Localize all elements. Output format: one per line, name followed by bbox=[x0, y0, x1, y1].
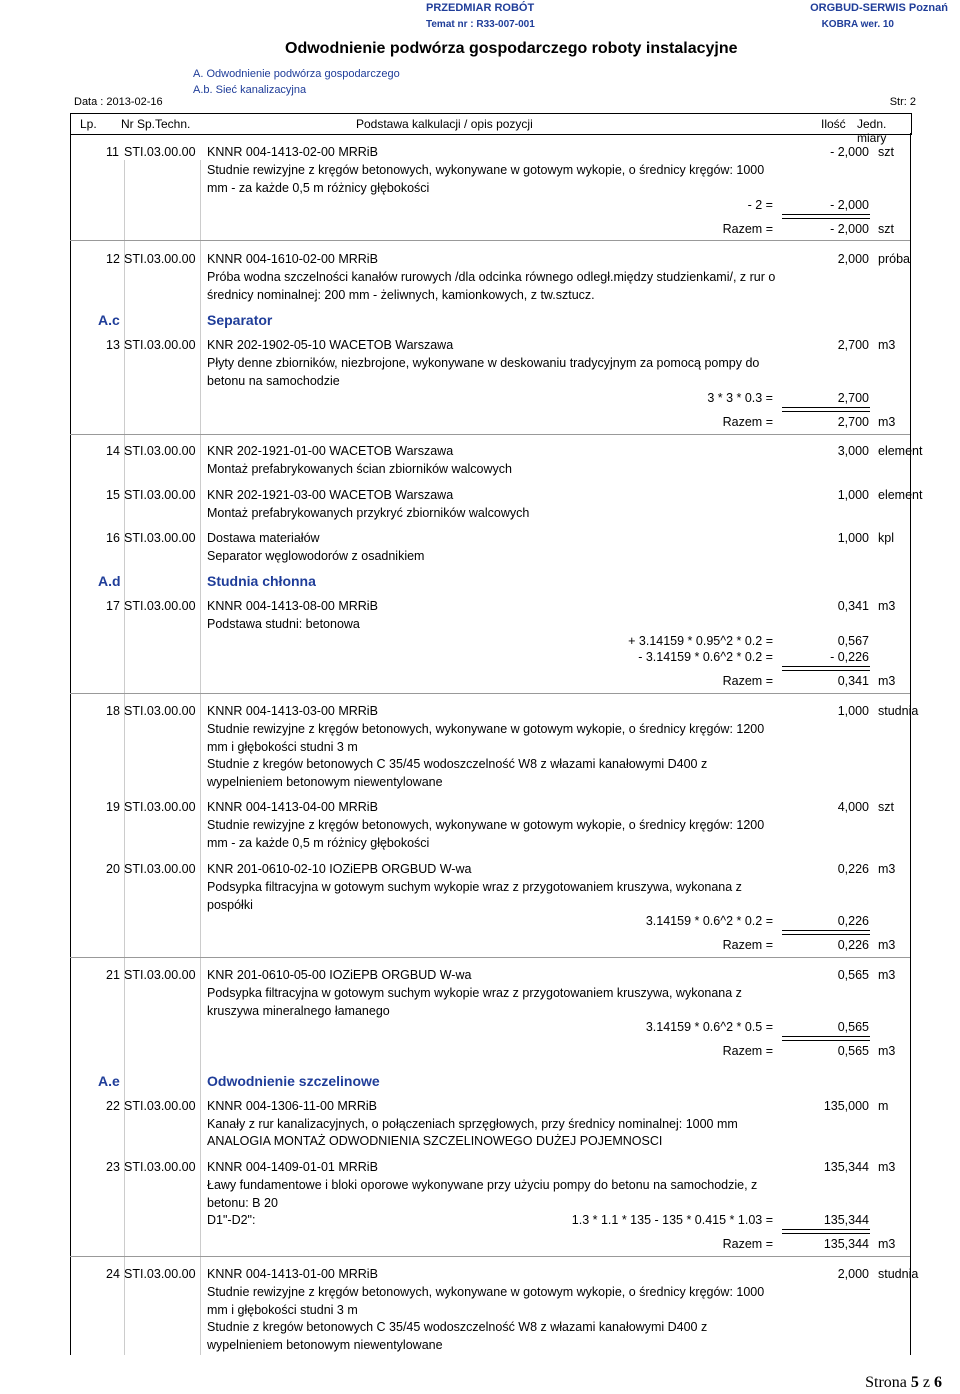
row-code: Dostawa materiałów bbox=[207, 531, 320, 545]
row-lp: 11 bbox=[106, 145, 119, 159]
row-desc: Kanały z rur kanalizacyjnych, o połączeniach sprzęgłowych, przy średnicy nominalnej: 1000 mm bbox=[207, 1117, 738, 1131]
row-sum-label: Razem = bbox=[722, 415, 773, 429]
row-code: KNR 201-0610-05-00 IOZiEPB ORGBUD W-wa bbox=[207, 968, 472, 982]
row-code: KNNR 004-1409-01-01 MRRiB bbox=[207, 1160, 378, 1174]
row-unit: m3 bbox=[878, 599, 896, 613]
row-lp: 16 bbox=[106, 531, 120, 545]
row-qty: 1,000 bbox=[837, 704, 869, 718]
row-qty: 2,700 bbox=[837, 338, 869, 352]
row-calc: + 3.14159 * 0.95^2 * 0.2 = bbox=[628, 634, 773, 648]
row-desc: Studnie rewizyjne z kręgów betonowych, wykonywane w gotowym wykopie, o średnicy kręgów: 1200 bbox=[207, 722, 765, 736]
row-lp: 20 bbox=[106, 862, 120, 876]
row-lp: 23 bbox=[106, 1160, 120, 1174]
row-separator bbox=[70, 693, 910, 694]
row-lp: 22 bbox=[106, 1099, 120, 1113]
row-sum-unit: m3 bbox=[878, 1044, 896, 1058]
row-qty: 1,000 bbox=[837, 488, 869, 502]
row-lp: 12 bbox=[106, 252, 120, 266]
row-qty: 135,344 bbox=[823, 1160, 869, 1174]
row-desc: Studnie z kregów betonowych C 35/45 wodoszczelność W8 z włazami kanałowymi D400 z bbox=[207, 757, 708, 771]
row-sum-unit: szt bbox=[878, 222, 894, 236]
sum-rule bbox=[782, 407, 870, 412]
row-lp: 21 bbox=[106, 968, 120, 982]
row-desc: Płyty denne zbiorników, niezbrojone, wykonywane w deskowaniu tradycyjnym za pomocą pompy do bbox=[207, 356, 760, 370]
row-sum-value: 0,565 bbox=[837, 1044, 869, 1058]
footer-page-label: Strona bbox=[865, 1374, 907, 1391]
row-calc: - 3.14159 * 0.6^2 * 0.2 = bbox=[638, 650, 773, 664]
row-calc-value: - 0,226 bbox=[830, 650, 869, 664]
row-unit: studnia bbox=[878, 704, 919, 718]
row-lp: 13 bbox=[106, 338, 120, 352]
row-qty: 135,000 bbox=[823, 1099, 869, 1113]
row-desc: średnicy nominalnej: 200 mm - żeliwnych, kamionkowych, z tw.sztucz. bbox=[207, 288, 595, 302]
row-code: KNNR 004-1610-02-00 MRRiB bbox=[207, 252, 378, 266]
row-nr: STI.03.00.00 bbox=[124, 444, 196, 458]
col-basis: Podstawa kalkulacji / opis pozycji bbox=[356, 117, 533, 131]
row-separator bbox=[70, 240, 910, 241]
main-title: Odwodnienie podwórza gospodarczego roboty instalacyjne bbox=[285, 40, 738, 57]
row-separator bbox=[70, 434, 910, 435]
row-nr: STI.03.00.00 bbox=[124, 488, 196, 502]
row-unit: m3 bbox=[878, 968, 896, 982]
row-sum-value: 0,226 bbox=[837, 938, 869, 952]
row-lp: 15 bbox=[106, 488, 120, 502]
row-calc-value: 0,226 bbox=[837, 914, 869, 928]
row-sum-label: Razem = bbox=[722, 674, 773, 688]
row-lp: 18 bbox=[106, 704, 120, 718]
company-name: ORGBUD-SERWIS Poznań bbox=[810, 2, 948, 14]
row-qty: 4,000 bbox=[837, 800, 869, 814]
row-desc: mm i głębokości studni 3 m bbox=[207, 1303, 358, 1317]
row-unit: element bbox=[878, 444, 923, 458]
row-nr: STI.03.00.00 bbox=[124, 800, 196, 814]
row-code: KNR 202-1902-05-10 WACETOB Warszawa bbox=[207, 338, 454, 352]
row-qty: 0,341 bbox=[837, 599, 869, 613]
date: Data : 2013-02-16 bbox=[74, 96, 163, 108]
row-nr: STI.03.00.00 bbox=[124, 252, 196, 266]
row-sum-value: - 2,000 bbox=[830, 222, 869, 236]
row-sum-label: Razem = bbox=[722, 938, 773, 952]
row-calc: 3.14159 * 0.6^2 * 0.5 = bbox=[645, 1020, 773, 1034]
row-calc: 1.3 * 1.1 * 135 - 135 * 0.415 * 1.03 = bbox=[571, 1213, 773, 1227]
page-number: Str: 2 bbox=[889, 96, 916, 108]
row-desc: mm i głębokości studni 3 m bbox=[207, 740, 358, 754]
row-qty: 2,000 bbox=[837, 252, 869, 266]
row-code: KNNR 004-1413-08-00 MRRiB bbox=[207, 599, 378, 613]
row-unit: próba bbox=[878, 252, 910, 266]
row-desc: kruszywa mineralnego łamanego bbox=[207, 1004, 390, 1018]
row-unit: element bbox=[878, 488, 923, 502]
section-ab: A.b. Sieć kanalizacyjna bbox=[193, 84, 307, 96]
section-label: A.c bbox=[98, 312, 120, 328]
row-sum-label: Razem = bbox=[722, 1044, 773, 1058]
row-desc: Montaż prefabrykowanych ścian zbiorników walcowych bbox=[207, 462, 512, 476]
row-nr: STI.03.00.00 bbox=[124, 1267, 196, 1281]
section-title: Separator bbox=[207, 312, 273, 328]
row-code: KNR 201-0610-02-10 IOZiEPB ORGBUD W-wa bbox=[207, 862, 472, 876]
row-qty: 2,000 bbox=[837, 1267, 869, 1281]
column-header-row bbox=[70, 113, 912, 145]
row-nr: STI.03.00.00 bbox=[124, 531, 196, 545]
row-calc-label: D1"-D2": bbox=[207, 1213, 256, 1227]
row-nr: STI.03.00.00 bbox=[124, 145, 196, 159]
row-nr: STI.03.00.00 bbox=[124, 968, 196, 982]
subject-number: Temat nr : R33-007-001 bbox=[426, 19, 535, 30]
row-lp: 19 bbox=[106, 800, 120, 814]
row-desc: pospółki bbox=[207, 898, 253, 912]
row-nr: STI.03.00.00 bbox=[124, 1160, 196, 1174]
row-lp: 17 bbox=[106, 599, 120, 613]
row-sum-unit: m3 bbox=[878, 938, 896, 952]
row-sum-value: 0,341 bbox=[837, 674, 869, 688]
row-calc-value: 0,565 bbox=[837, 1020, 869, 1034]
footer-page-indicator bbox=[865, 1374, 942, 1392]
row-calc-value: - 2,000 bbox=[830, 198, 869, 212]
footer-of: z bbox=[922, 1374, 930, 1391]
col-qty: Ilość bbox=[821, 117, 846, 131]
row-unit: studnia bbox=[878, 1267, 919, 1281]
col-unit: Jedn. miary bbox=[857, 117, 887, 145]
row-desc: Podsypka filtracyjna w gotowym suchym wykopie wraz z przygotowaniem kruszywa, wykonana z bbox=[207, 880, 742, 894]
row-code: KNR 202-1921-01-00 WACETOB Warszawa bbox=[207, 444, 454, 458]
sum-rule bbox=[782, 1229, 870, 1234]
row-separator bbox=[70, 957, 910, 958]
row-sum-label: Razem = bbox=[722, 1237, 773, 1251]
row-desc: Próba wodna szczelności kanałów rurowych /dla odcinka równego odległ.między studzienkami/, z rur o bbox=[207, 270, 776, 284]
row-qty: - 2,000 bbox=[830, 145, 869, 159]
row-desc: mm - za każde 0,5 m różnicy głębokości bbox=[207, 836, 430, 850]
row-qty: 1,000 bbox=[837, 531, 869, 545]
row-desc: Separator węglowodorów z osadnikiem bbox=[207, 549, 425, 563]
row-separator bbox=[70, 1256, 910, 1257]
section-label: A.d bbox=[98, 573, 121, 589]
col-nr: Nr Sp.Techn. bbox=[121, 117, 191, 131]
row-desc: Montaż prefabrykowanych przykryć zbiorników walcowych bbox=[207, 506, 530, 520]
row-calc: - 2 = bbox=[747, 198, 773, 212]
row-unit: m3 bbox=[878, 1160, 896, 1174]
section-label: A.e bbox=[98, 1073, 120, 1089]
row-desc: betonu na samochodzie bbox=[207, 374, 340, 388]
row-desc: Studnie z kregów betonowych C 35/45 wodoszczelność W8 z włazami kanałowymi D400 z bbox=[207, 1320, 708, 1334]
row-desc: ANALOGIA MONTAŻ ODWODNIENIA SZCZELINOWEGO DUŻEJ POJEMNOSCI bbox=[207, 1134, 663, 1148]
row-desc: Ławy fundamentowe i bloki oporowe wykonywane przy użyciu pompy do betonu na samochodzie, z bbox=[207, 1178, 758, 1192]
row-qty: 3,000 bbox=[837, 444, 869, 458]
row-unit: kpl bbox=[878, 531, 894, 545]
row-sum-unit: m3 bbox=[878, 415, 896, 429]
row-nr: STI.03.00.00 bbox=[124, 1099, 196, 1113]
footer-page-no: 5 bbox=[910, 1374, 919, 1391]
grid-col-nr bbox=[200, 160, 201, 1355]
row-unit: m3 bbox=[878, 862, 896, 876]
sum-rule bbox=[782, 666, 870, 671]
row-unit: szt bbox=[878, 800, 894, 814]
row-desc: mm - za każde 0,5 m różnicy głębokości bbox=[207, 181, 430, 195]
row-sum-value: 135,344 bbox=[823, 1237, 869, 1251]
section-a: A. Odwodnienie podwórza gospodarczego bbox=[193, 68, 400, 80]
row-lp: 24 bbox=[106, 1267, 120, 1281]
row-unit: m bbox=[878, 1099, 889, 1113]
row-desc: Podsypka filtracyjna w gotowym suchym wykopie wraz z przygotowaniem kruszywa, wykonana z bbox=[207, 986, 742, 1000]
row-desc: wypelnieniem betonowym niewentylowane bbox=[207, 775, 443, 789]
section-title: Studnia chłonna bbox=[207, 573, 316, 589]
row-desc: Studnie rewizyjne z kręgów betonowych, wykonywane w gotowym wykopie, o średnicy kręgów: 1200 bbox=[207, 818, 765, 832]
row-desc: Podstawa studni: betonowa bbox=[207, 617, 360, 631]
row-calc-value: 135,344 bbox=[823, 1213, 869, 1227]
row-calc: 3 * 3 * 0.3 = bbox=[707, 391, 773, 405]
row-nr: STI.03.00.00 bbox=[124, 862, 196, 876]
row-calc-value: 0,567 bbox=[837, 634, 869, 648]
row-code: KNNR 004-1413-03-00 MRRiB bbox=[207, 704, 378, 718]
row-sum-unit: m3 bbox=[878, 674, 896, 688]
row-nr: STI.03.00.00 bbox=[124, 338, 196, 352]
row-qty: 0,226 bbox=[837, 862, 869, 876]
row-code: KNNR 004-1306-11-00 MRRiB bbox=[207, 1099, 377, 1113]
col-lp: Lp. bbox=[80, 117, 97, 131]
row-code: KNR 202-1921-03-00 WACETOB Warszawa bbox=[207, 488, 454, 502]
row-nr: STI.03.00.00 bbox=[124, 599, 196, 613]
row-sum-unit: m3 bbox=[878, 1237, 896, 1251]
sum-rule bbox=[782, 1036, 870, 1041]
row-code: KNNR 004-1413-04-00 MRRiB bbox=[207, 800, 378, 814]
row-calc-value: 2,700 bbox=[837, 391, 869, 405]
row-code: KNNR 004-1413-02-00 MRRiB bbox=[207, 145, 378, 159]
row-desc: Studnie rewizyjne z kręgów betonowych, wykonywane w gotowym wykopie, o średnicy kręgów: 1000 bbox=[207, 1285, 765, 1299]
row-sum-label: Razem = bbox=[722, 222, 773, 236]
row-unit: szt bbox=[878, 145, 894, 159]
sum-rule bbox=[782, 930, 870, 935]
row-unit: m3 bbox=[878, 338, 896, 352]
grid-left bbox=[70, 133, 71, 1355]
row-nr: STI.03.00.00 bbox=[124, 704, 196, 718]
sum-rule bbox=[782, 214, 870, 219]
section-title: Odwodnienie szczelinowe bbox=[207, 1073, 380, 1089]
program-version: KOBRA wer. 10 bbox=[821, 19, 894, 30]
grid-right bbox=[910, 133, 911, 1355]
row-code: KNNR 004-1413-01-00 MRRiB bbox=[207, 1267, 378, 1281]
row-sum-value: 2,700 bbox=[837, 415, 869, 429]
row-calc: 3.14159 * 0.6^2 * 0.2 = bbox=[645, 914, 773, 928]
row-desc: betonu: B 20 bbox=[207, 1196, 278, 1210]
row-qty: 0,565 bbox=[837, 968, 869, 982]
row-desc: wypelnieniem betonowym niewentylowane bbox=[207, 1338, 443, 1352]
row-desc: Studnie rewizyjne z kręgów betonowych, wykonywane w gotowym wykopie, o średnicy kręgów: 1000 bbox=[207, 163, 765, 177]
header-center-title: PRZEDMIAR ROBÓT bbox=[426, 2, 535, 14]
footer-total: 6 bbox=[934, 1374, 942, 1391]
row-lp: 14 bbox=[106, 444, 120, 458]
